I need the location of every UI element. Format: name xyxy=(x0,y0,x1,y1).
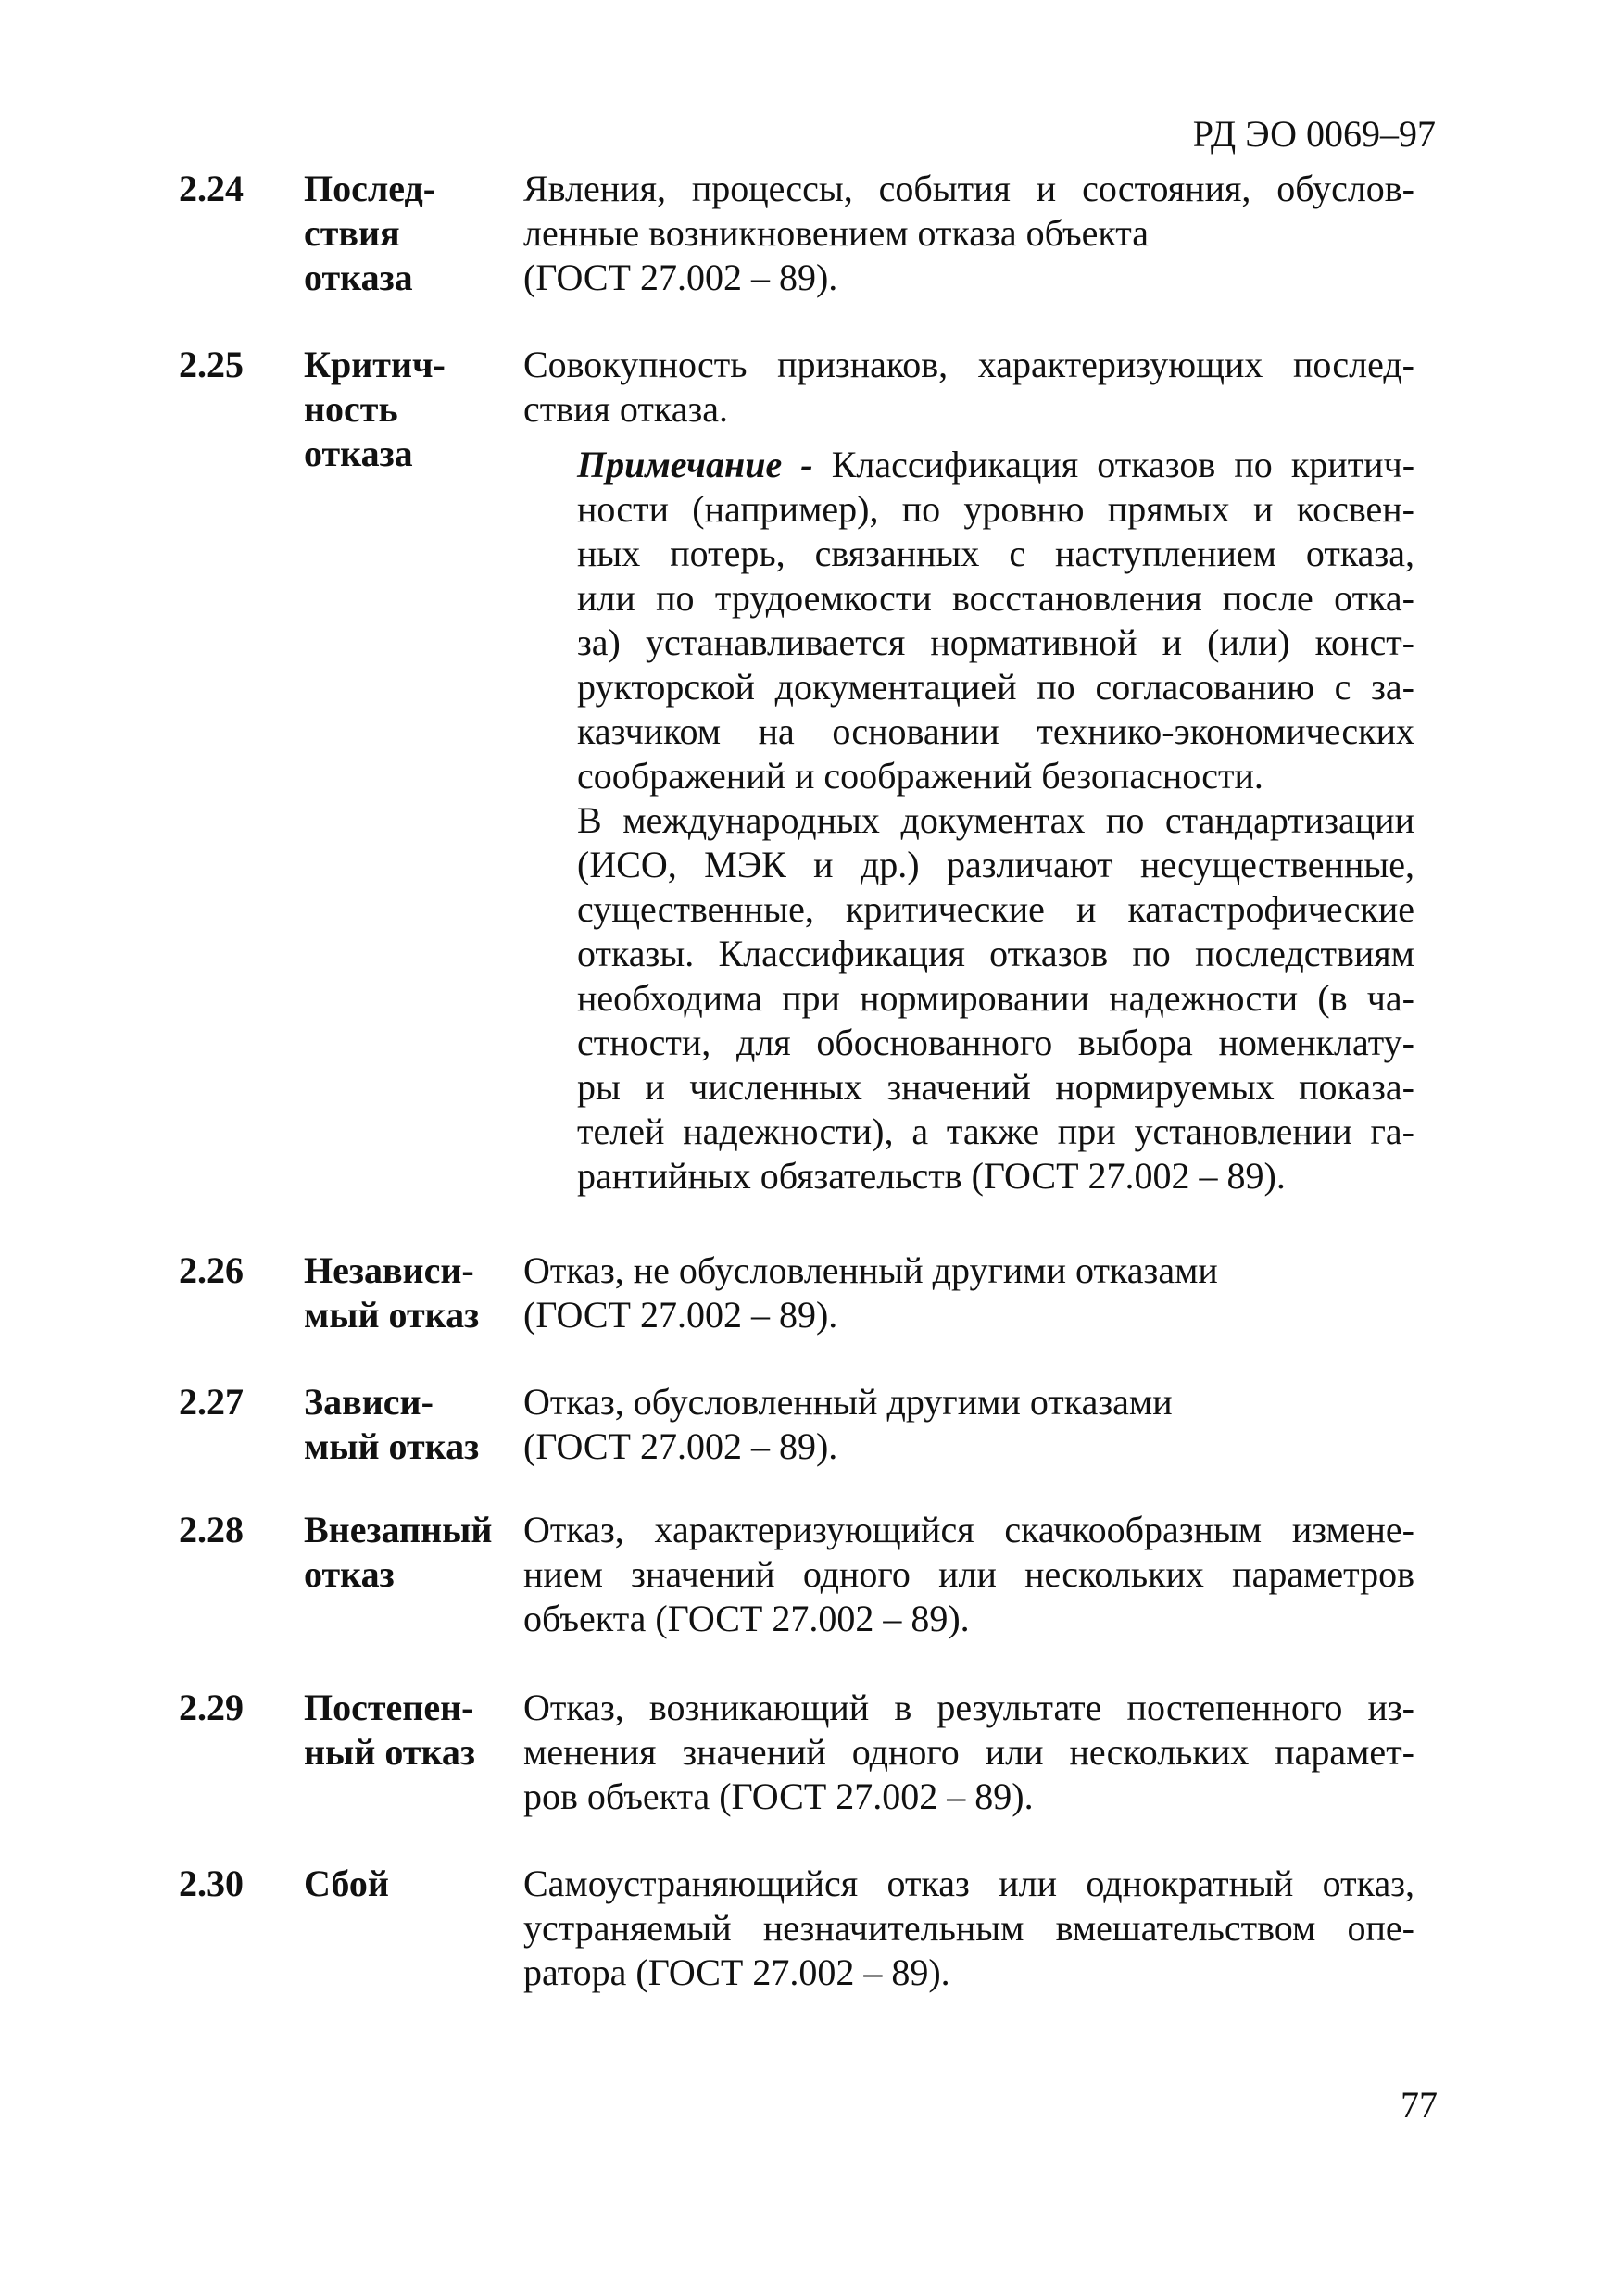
entry-number: 2.29 xyxy=(179,1687,244,1728)
definition-line: Самоустраняющийся отказ или однократный отказ, xyxy=(523,1863,1414,1904)
term-line: Сбой xyxy=(304,1863,389,1904)
note-line: рукторской документацией по согласованию с за- xyxy=(577,666,1414,708)
term-line: Зависи- xyxy=(304,1381,434,1423)
term-line: ный отказ xyxy=(304,1731,475,1773)
note-line: необходима при нормировании надежности (в ча- xyxy=(577,977,1414,1019)
definition-line: ленные возникновением отказа объекта xyxy=(523,212,1150,254)
entry-number: 2.24 xyxy=(179,168,244,209)
entry-number: 2.28 xyxy=(179,1509,244,1550)
term-line: Постепен- xyxy=(304,1687,474,1728)
note-line: ры и численных значений нормируемых показа- xyxy=(577,1066,1414,1108)
definition-line: Отказ, возникающий в результате постепенного из- xyxy=(523,1687,1414,1728)
note-block xyxy=(577,443,1414,1198)
note-label: Примечание - xyxy=(577,444,813,485)
entry-number: 2.25 xyxy=(179,344,244,385)
note-first-line-text: Классификация отказов по критич- xyxy=(831,444,1415,485)
definition-line: (ГОСТ 27.002 – 89). xyxy=(523,257,838,298)
entry-definition xyxy=(523,343,1414,1198)
term-line: Критич- xyxy=(304,344,446,385)
entry-term xyxy=(304,343,446,476)
definition-line: Отказ, характеризующийся скачкообразным измене- xyxy=(523,1509,1414,1550)
definition-line: (ГОСТ 27.002 – 89). xyxy=(523,1294,838,1336)
definition-line: ствия отказа. xyxy=(523,388,729,430)
entry-term xyxy=(304,1380,479,1469)
definition-line: устраняемый незначительным вмешательством опе- xyxy=(523,1907,1414,1949)
page-number: 77 xyxy=(1401,2084,1438,2126)
note-line: (ИСО, МЭК и др.) различают несущественные, xyxy=(577,844,1414,885)
term-line: отказ xyxy=(304,1553,395,1595)
entry-term xyxy=(304,1248,479,1337)
entry-definition xyxy=(523,1686,1414,1819)
definition-line: менения значений одного или нескольких парамет- xyxy=(523,1731,1414,1773)
definition-line: Совокупность признаков, характеризующих послед- xyxy=(523,344,1414,385)
note-line: ности (например), по уровню прямых и косвен- xyxy=(577,488,1414,530)
note-line: стности, для обоснованного выбора номенклату- xyxy=(577,1022,1414,1063)
entry-definition xyxy=(523,1380,1414,1469)
entry-number: 2.27 xyxy=(179,1381,244,1423)
term-line: Внезапный xyxy=(304,1509,493,1550)
term-line: ность xyxy=(304,388,398,430)
entry-definition xyxy=(523,1508,1414,1641)
note-line: или по трудоемкости восстановления после отка- xyxy=(577,577,1414,619)
definition-line: объекта (ГОСТ 27.002 – 89). xyxy=(523,1598,970,1639)
definition-line: Явления, процессы, события и состояния, обуслов- xyxy=(523,168,1414,209)
note-line: рантийных обязательств (ГОСТ 27.002 – 89). xyxy=(577,1155,1286,1197)
definition-line: ратора (ГОСТ 27.002 – 89). xyxy=(523,1951,950,1993)
entry-term xyxy=(304,1686,475,1775)
term-line: Послед- xyxy=(304,168,436,209)
note-line: соображений и соображений безопасности. xyxy=(577,755,1263,797)
entry-definition xyxy=(523,1248,1414,1337)
definition-line: ров объекта (ГОСТ 27.002 – 89). xyxy=(523,1775,1034,1817)
note-line xyxy=(577,443,1414,487)
entry-number: 2.26 xyxy=(179,1249,244,1291)
definition-line: Отказ, обусловленный другими отказами xyxy=(523,1381,1173,1423)
note-line: отказы. Классификация отказов по последствиям xyxy=(577,933,1414,974)
term-line: отказа xyxy=(304,257,413,298)
note-line: телей надежности), а также при установлении га- xyxy=(577,1110,1414,1152)
term-line: мый отказ xyxy=(304,1425,480,1467)
entry-definition xyxy=(523,167,1414,300)
note-line: за) устанавливается нормативной и (или) конст- xyxy=(577,621,1414,663)
term-line: отказа xyxy=(304,433,413,474)
document-code: РД ЭО 0069–97 xyxy=(1192,113,1436,155)
term-line: Независи- xyxy=(304,1249,474,1291)
entry-definition xyxy=(523,1862,1414,1995)
entry-number: 2.30 xyxy=(179,1863,244,1904)
definition-line: (ГОСТ 27.002 – 89). xyxy=(523,1425,838,1467)
note-line: ных потерь, связанных с наступлением отказа, xyxy=(577,533,1414,574)
definition-line: Отказ, не обусловленный другими отказами xyxy=(523,1249,1218,1291)
note-line: существенные, критические и катастрофические xyxy=(577,888,1414,930)
entry-term xyxy=(304,1508,492,1597)
note-line: В международных документах по стандартизации xyxy=(577,799,1414,841)
note-line: казчиком на основании технико-экономических xyxy=(577,710,1414,752)
definition-line: нием значений одного или нескольких параметров xyxy=(523,1553,1414,1595)
term-line: мый отказ xyxy=(304,1294,480,1336)
entry-term xyxy=(304,167,435,300)
term-line: ствия xyxy=(304,212,400,254)
entry-term xyxy=(304,1862,389,1906)
